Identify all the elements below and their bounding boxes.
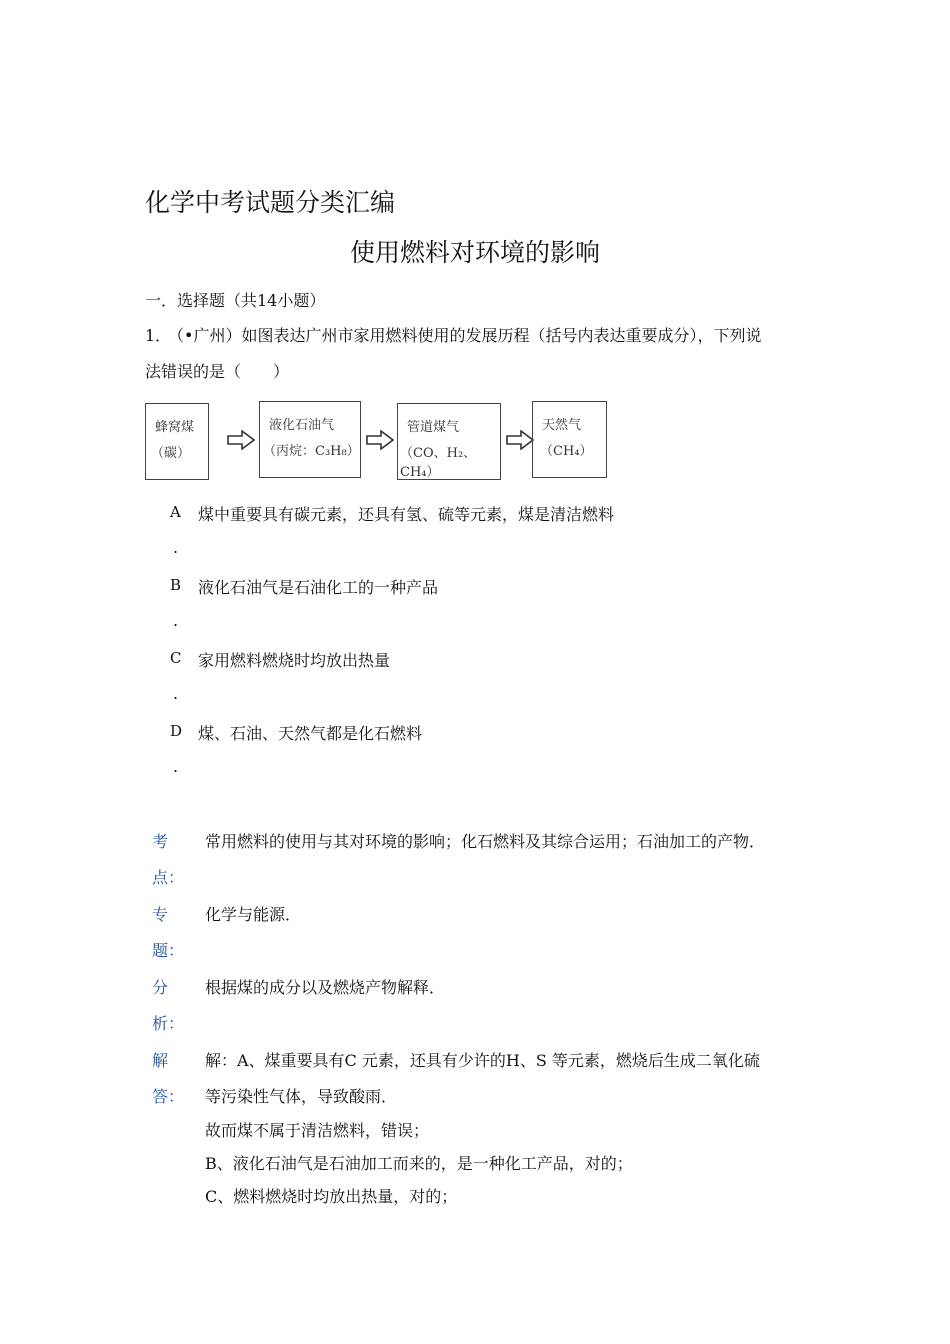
option-b-dot: . xyxy=(173,611,179,630)
flow-box-name: 管道煤气 xyxy=(407,420,460,435)
zhuanti-label-1: 专 xyxy=(152,905,169,924)
right-arrow-icon xyxy=(506,430,534,450)
option-d-dot: . xyxy=(173,757,179,776)
right-arrow-icon xyxy=(227,430,255,450)
jieda-line-2: 等污染性气体，导致酸雨． xyxy=(205,1087,398,1106)
option-a-letter: A xyxy=(170,503,181,521)
jieda-line-1: 解：A、煤重要具有C 元素，还具有少许的H、S 等元素，燃烧后生成二氧化硫 xyxy=(205,1051,760,1070)
right-arrow-icon xyxy=(366,430,394,450)
option-b-text: 液化石油气是石油化工的一种产品 xyxy=(198,578,439,597)
question-line-2: 法错误的是（ ） xyxy=(145,362,290,381)
flow-box-lpg xyxy=(259,401,361,478)
jieda-line-4: B、液化石油气是石油加工而来的，是一种化工产品，对的； xyxy=(205,1154,633,1173)
document-subtitle: 使用燃料对环境的影响 xyxy=(349,238,600,267)
fenxi-text: 根据煤的成分以及燃烧产物解释． xyxy=(205,978,446,997)
jieda-line-3: 故而煤不属于清洁燃料，错误； xyxy=(205,1121,430,1140)
option-d-text: 煤、石油、天然气都是化石燃料 xyxy=(198,724,423,743)
fenxi-label-2: 析： xyxy=(152,1014,185,1033)
flow-box-natural-gas xyxy=(532,401,607,478)
kaodian-label-2: 点： xyxy=(152,868,185,887)
question-number: 1． xyxy=(145,326,172,345)
kaodian-text: 常用燃料的使用与其对环境的影响；化石燃料及其综合运用；石油加工的产物． xyxy=(205,832,766,851)
fenxi-label-1: 分 xyxy=(152,978,169,997)
flow-box-note: （丙烷：C₃H₈） xyxy=(263,444,360,459)
option-b-letter: B xyxy=(170,576,182,594)
section-heading: 一．选择题（共14小题） xyxy=(145,291,326,310)
document-title: 化学中考试题分类汇编 xyxy=(145,188,396,217)
jieda-line-5: C、燃料燃烧时均放出热量，对的； xyxy=(205,1187,458,1206)
zhuanti-text: 化学与能源． xyxy=(205,905,302,924)
jieda-label-1: 解 xyxy=(152,1051,169,1070)
option-a-dot: . xyxy=(173,538,179,557)
option-c-dot: . xyxy=(173,684,179,703)
flow-box-note: （碳） xyxy=(151,446,191,461)
option-a-text: 煤中重要具有碳元素，还具有氢、硫等元素，煤是清洁燃料 xyxy=(198,505,615,524)
flow-box-note: （CH₄） xyxy=(540,444,593,459)
option-d-letter: D xyxy=(170,722,183,740)
kaodian-label-1: 考 xyxy=(152,832,169,851)
option-c-text: 家用燃料燃烧时均放出热量 xyxy=(198,651,391,670)
jieda-label-2: 答： xyxy=(152,1087,185,1106)
fuel-development-diagram xyxy=(145,401,615,481)
flow-box-note: （CO、H₂、CH₄） xyxy=(400,446,477,480)
flow-box-pipeline-gas xyxy=(397,403,501,480)
question-line-1: （•广州）如图表达广州市家用燃料使用的发展历程（括号内表达重要成分），下列说 xyxy=(168,326,762,345)
zhuanti-label-2: 题： xyxy=(152,941,185,960)
flow-box-name: 天然气 xyxy=(542,418,582,433)
flow-box-name: 蜂窝煤 xyxy=(155,420,195,435)
option-c-letter: C xyxy=(170,649,182,667)
flow-box-honeycomb-coal xyxy=(145,403,209,480)
flow-box-name: 液化石油气 xyxy=(269,418,335,433)
